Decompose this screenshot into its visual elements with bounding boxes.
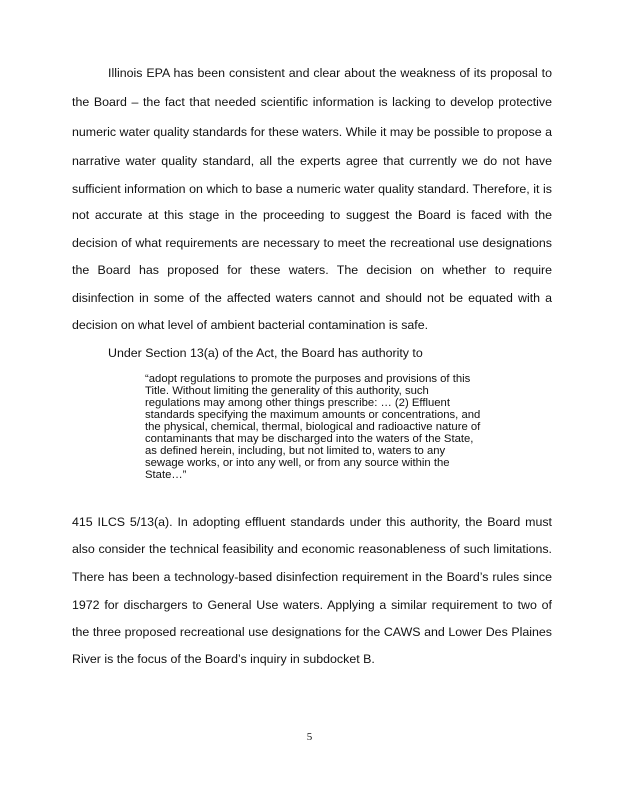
paragraph-line: not accurate at this stage in the proceeding to suggest the Board is faced with the: [72, 208, 552, 222]
quote-line: “adopt regulations to promote the purposes and provisions of this: [145, 373, 471, 385]
paragraph-line: the three proposed recreational use designations for the CAWS and Lower Des Plaines: [72, 625, 552, 639]
paragraph-line: the Board has proposed for these waters. The decision on whether to require: [72, 263, 552, 277]
paragraph-line: 1972 for dischargers to General Use waters. Applying a similar requirement to two of: [72, 598, 552, 612]
quote-line: as defined herein, including, but not limited to, waters to any: [145, 445, 446, 457]
quote-line: sewage works, or into any well, or from any source within the: [145, 457, 450, 469]
quote-line: the physical, chemical, thermal, biological and radioactive nature of: [145, 421, 481, 433]
quote-line: standards specifying the maximum amounts or concentrations, and: [145, 409, 481, 421]
paragraph-line: numeric water quality standards for these waters. While it may be possible to propose a: [72, 125, 552, 139]
paragraph-line: narrative water quality standard, all the experts agree that currently we do not have: [72, 154, 552, 168]
paragraph-line: also consider the technical feasibility and economic reasonableness of such limitations.: [72, 542, 552, 556]
quote-line: Title. Without limiting the generality of this authority, such: [145, 385, 429, 397]
quote-line: contaminants that may be discharged into the waters of the State,: [145, 433, 474, 445]
paragraph-line: River is the focus of the Board’s inquiry in subdocket B.: [72, 652, 375, 666]
quote-line: regulations may among other things prescribe: … (2) Effluent: [145, 397, 450, 409]
page-number: 5: [306, 731, 313, 743]
paragraph-line: 415 ILCS 5/13(a). In adopting effluent standards under this authority, the Board must: [72, 515, 552, 529]
paragraph-line: sufficient information on which to base a numeric water quality standard. Therefore, it is: [72, 182, 552, 196]
paragraph-line: There has been a technology-based disinfection requirement in the Board’s rules since: [72, 570, 552, 584]
paragraph-line: decision of what requirements are necessary to meet the recreational use designations: [72, 236, 552, 250]
paragraph-line: decision on what level of ambient bacterial contamination is safe.: [72, 318, 429, 332]
paragraph-line: disinfection in some of the affected waters cannot and should not be equated with a: [72, 291, 552, 305]
paragraph-line: the Board – the fact that needed scientific information is lacking to develop protective: [72, 95, 552, 109]
quote-line: State…”: [145, 469, 187, 481]
paragraph-line: Illinois EPA has been consistent and clear about the weakness of its proposal to: [108, 66, 552, 80]
section-intro-line: Under Section 13(a) of the Act, the Board has authority to: [108, 346, 423, 360]
